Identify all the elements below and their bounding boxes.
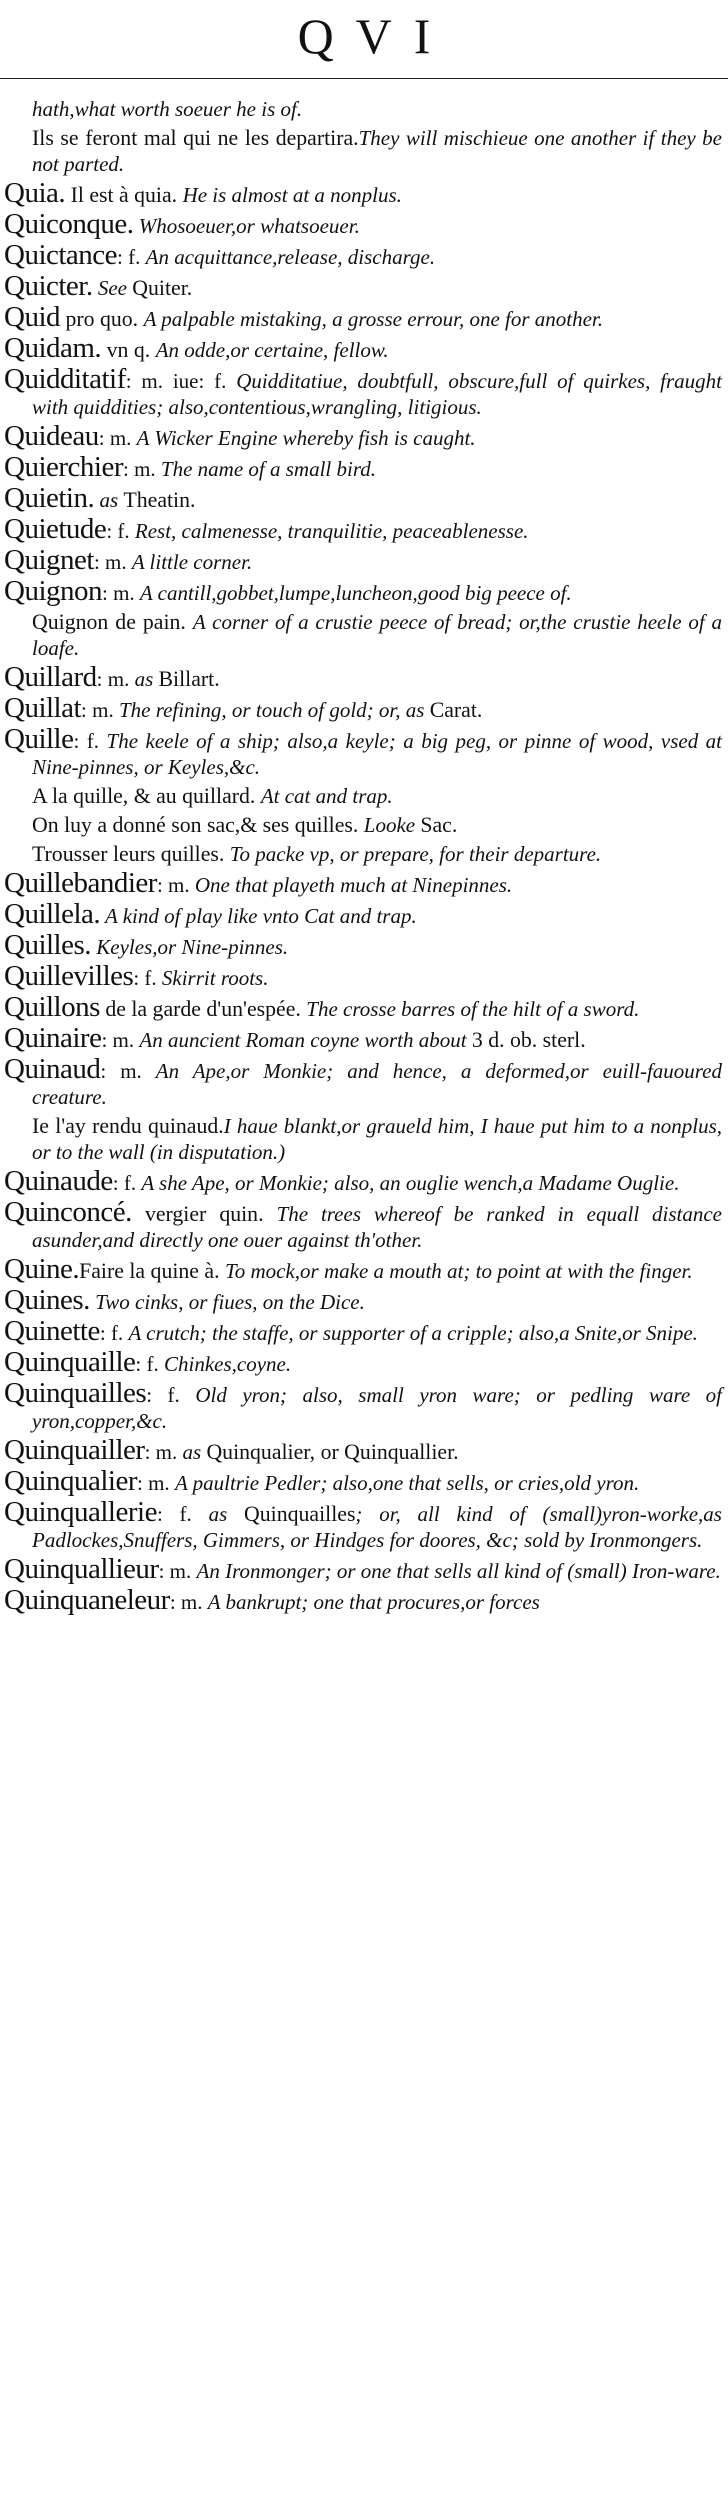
french-text: Quignon de pain. <box>32 610 193 634</box>
dictionary-entry <box>4 544 722 576</box>
dictionary-entry <box>4 960 722 992</box>
english-gloss: Whosoeuer,or whatsoeuer. <box>133 214 360 238</box>
headword: Quietin. <box>4 482 95 514</box>
sub-entry <box>4 812 722 838</box>
english-gloss: An Ironmonger; or one that sells all kind of (small) Iron-ware. <box>196 1559 721 1583</box>
grammar-label: : m. iue: f. <box>125 369 237 393</box>
english-gloss: as <box>208 1502 245 1526</box>
headword: Quidditatif <box>4 363 126 395</box>
headword: Quinquaneleur <box>4 1584 170 1616</box>
dictionary-entry <box>4 177 722 209</box>
entry-list <box>4 96 722 1618</box>
grammar-label: : f. <box>73 729 107 753</box>
english-gloss: I haue blankt,or graueld him, I haue put him to a nonplus, or to the wall (in disputation.) <box>32 1114 723 1164</box>
dictionary-entry <box>4 301 722 333</box>
french-text: Ie l'ay rendu quinaud. <box>32 1114 224 1138</box>
english-gloss: A bankrupt; one that procures,or forces <box>207 1590 540 1614</box>
english-gloss: The trees whereof be ranked in equall distance asunder,and directly one ouer against th'other. <box>32 1202 723 1252</box>
english-gloss: A kind of play like vnto Cat and trap. <box>100 904 417 928</box>
french-text: Il est à quia. <box>65 183 183 207</box>
headword: Quillevilles <box>4 960 134 992</box>
dictionary-entry <box>4 1584 722 1616</box>
dictionary-entry <box>4 1284 722 1316</box>
headword: Quierchier <box>4 451 123 483</box>
grammar-label: : f. <box>135 1352 164 1376</box>
dictionary-entry <box>4 513 722 545</box>
headword: Quinquailler <box>4 1434 145 1466</box>
headword: Quines. <box>4 1284 90 1316</box>
dictionary-entry <box>4 898 722 930</box>
english-gloss: A paultrie Pedler; also,one that sells, or cries,old yron. <box>174 1471 640 1495</box>
english-gloss: Looke <box>363 813 421 837</box>
french-text: pro quo. <box>60 307 144 331</box>
headword: Quinquailles <box>4 1377 147 1409</box>
dictionary-entry <box>4 692 722 724</box>
headword: Quignet <box>4 544 94 576</box>
grammar-label: : f. <box>106 519 135 543</box>
english-gloss: Keyles,or Nine-pinnes. <box>91 935 289 959</box>
french-text: 3 d. ob. sterl. <box>471 1028 586 1052</box>
headword: Quinaude <box>4 1165 113 1197</box>
english-gloss: Two cinks, or fiues, on the Dice. <box>89 1290 365 1314</box>
grammar-label: : f. <box>156 1502 209 1526</box>
english-gloss: An auncient Roman coyne worth about <box>139 1028 472 1052</box>
headword: Quideau <box>4 420 99 452</box>
english-gloss: A crutch; the staffe, or supporter of a cripple; also,a Snite,or Snipe. <box>128 1321 698 1345</box>
english-gloss: A palpable mistaking, a grosse errour, one for another. <box>143 307 604 331</box>
english-gloss: One that playeth much at Ninepinnes. <box>194 873 513 897</box>
french-text: vn q. <box>101 338 156 362</box>
dictionary-entry <box>4 1496 722 1553</box>
dictionary-entry <box>4 239 722 271</box>
dictionary-entry <box>4 451 722 483</box>
english-gloss: Rest, calmenesse, tranquilitie, peaceablenesse. <box>134 519 529 543</box>
dictionary-entry <box>4 1465 722 1497</box>
dictionary-entry <box>4 1053 723 1110</box>
headword: Quinquallieur <box>4 1553 159 1585</box>
english-gloss: The crosse barres of the hilt of a sword. <box>306 997 640 1021</box>
headword: Quille <box>4 723 74 755</box>
sub-entry <box>4 841 722 867</box>
english-gloss: A little corner. <box>131 550 253 574</box>
headword: Quicter. <box>4 270 93 302</box>
english-gloss: A cantill,gobbet,lumpe,luncheon,good big peece of. <box>139 581 572 605</box>
grammar-label: : f. <box>133 966 162 990</box>
english-gloss: An Ape,or Monkie; and hence, a deformed,or euill-fauoured creature. <box>32 1059 723 1109</box>
french-text: de la garde d'un'espée. <box>99 997 307 1021</box>
sub-entry <box>4 1113 722 1165</box>
grammar-label: : m. <box>100 1059 156 1083</box>
grammar-label: : m. <box>137 1471 175 1495</box>
dictionary-entry <box>4 1022 722 1054</box>
dictionary-entry <box>4 420 722 452</box>
english-gloss: An odde,or certaine, fellow. <box>155 338 389 362</box>
dictionary-entry <box>4 575 722 607</box>
headword: Quinqualier <box>4 1465 138 1497</box>
english-gloss: hath,what worth soeuer he is of. <box>32 97 303 121</box>
english-gloss: Skirrit roots. <box>161 966 269 990</box>
grammar-label: : m. <box>158 1559 197 1583</box>
dictionary-entry <box>4 991 722 1023</box>
english-gloss: They will mischieue one another if they be not parted. <box>32 126 722 176</box>
english-gloss: A she Ape, or Monkie; also, an ouglie wench,a Madame Ouglie. <box>141 1171 680 1195</box>
headword: Quinquallerie <box>4 1496 157 1528</box>
dictionary-entry <box>4 1377 723 1434</box>
english-gloss: The name of a small bird. <box>160 457 376 481</box>
running-head: QVI <box>297 8 453 64</box>
sub-entry <box>4 609 722 661</box>
cross-reference: Theatin. <box>123 488 196 512</box>
grammar-label: : m. <box>98 426 137 450</box>
english-gloss: To packe vp, or prepare, for their departure. <box>229 842 602 866</box>
grammar-label: : f. <box>99 1321 129 1345</box>
grammar-label: : m. <box>101 1028 140 1052</box>
headword: Quine. <box>4 1253 80 1285</box>
english-gloss: as <box>134 667 159 691</box>
grammar-label: : f. <box>117 245 146 269</box>
grammar-label: : m. <box>169 1590 208 1614</box>
grammar-label: : m. <box>93 550 132 574</box>
headword: Quid <box>4 301 60 333</box>
sub-entry <box>4 783 722 809</box>
english-gloss: At cat and trap. <box>260 784 393 808</box>
english-gloss: A corner of a crustie peece of bread; or,the crustie heele of a loafe. <box>32 610 722 660</box>
cross-reference: Quinqualier, or Quinquallier. <box>206 1440 459 1464</box>
grammar-label: : m. <box>156 873 195 897</box>
grammar-label: : m. <box>144 1440 183 1464</box>
english-gloss: as <box>182 1440 207 1464</box>
grammar-label: : m. <box>102 581 140 605</box>
cross-reference: Billart. <box>158 667 220 691</box>
french-text: Faire la quine à. <box>79 1259 225 1283</box>
dictionary-entry <box>4 723 723 780</box>
headword: Quilles. <box>4 929 92 961</box>
dictionary-entry <box>4 661 722 693</box>
english-gloss: Old yron; also, small yron ware; or pedling ware of yron,copper,&c. <box>32 1383 723 1433</box>
sub-entry <box>4 125 722 177</box>
headword: Quinconcé. <box>4 1196 132 1228</box>
headword: Quillat <box>4 692 82 724</box>
grammar-label: : f. <box>112 1171 142 1195</box>
french-text: A la quille, & au quillard. <box>32 784 261 808</box>
headword: Quinquaille <box>4 1346 136 1378</box>
english-gloss: He is almost at a nonplus. <box>182 183 402 207</box>
headword: Quillebandier <box>4 867 157 899</box>
cross-reference: Carat. <box>429 698 483 722</box>
english-gloss: The keele of a ship; also,a keyle; a big peg, or pinne of wood, vsed at Nine-pinnes, or Keyles,&c. <box>32 729 723 779</box>
headword: Quictance <box>4 239 118 271</box>
dictionary-entry <box>4 1165 722 1197</box>
english-gloss: ; or, all kind of (small)yron-worke,as Padlockes,Snuffers, Gimmers, or Hindges for doores, &c; sold by Ironmongers. <box>32 1502 722 1552</box>
dictionary-entry <box>4 1553 722 1585</box>
dictionary-entry <box>4 208 722 240</box>
headword: Quietude <box>4 513 107 545</box>
headword: Quillard <box>4 661 97 693</box>
english-gloss: Chinkes,coyne. <box>164 1352 292 1376</box>
dictionary-entry <box>4 1434 722 1466</box>
french-text: Ils se feront mal qui ne les departira. <box>32 126 359 150</box>
headword: Quillons <box>4 991 100 1023</box>
english-gloss: Quidditatiue, doubtfull, obscure,full of quirkes, fraught with quiddities; also,contentious,wrangling, litigious. <box>32 369 722 419</box>
headword: Quiconque. <box>4 208 134 240</box>
dictionary-entry <box>4 1196 723 1253</box>
french-text: On luy a donné son sac,& ses quilles. <box>32 813 364 837</box>
english-gloss: An acquittance,release, discharge. <box>145 245 436 269</box>
headword: Quignon <box>4 575 102 607</box>
english-gloss: as <box>94 488 124 512</box>
english-gloss: A Wicker Engine whereby fish is caught. <box>136 426 476 450</box>
grammar-label: : m. <box>81 698 119 722</box>
cross-reference: Quiter. <box>132 276 193 300</box>
french-text: vergier quin. <box>131 1202 277 1226</box>
dictionary-entry <box>4 867 722 899</box>
headword: Quidam. <box>4 332 102 364</box>
dictionary-entry <box>4 363 722 420</box>
headword: Quia. <box>4 177 66 209</box>
dictionary-entry <box>4 96 722 122</box>
cross-reference: Quinquailles <box>244 1502 356 1526</box>
grammar-label: : f. <box>146 1383 196 1407</box>
dictionary-entry <box>4 1253 722 1285</box>
headword: Quinaud <box>4 1053 101 1085</box>
dictionary-entry <box>4 929 722 961</box>
english-gloss: See <box>92 276 133 300</box>
english-gloss: To mock,or make a mouth at; to point at with the finger. <box>225 1259 693 1283</box>
dictionary-entry <box>4 270 722 302</box>
english-gloss: The refining, or touch of gold; or, as <box>118 698 430 722</box>
header-rule <box>0 78 728 79</box>
dictionary-entry <box>4 332 722 364</box>
grammar-label: : m. <box>123 457 161 481</box>
dictionary-entry <box>4 482 722 514</box>
headword: Quinaire <box>4 1022 102 1054</box>
dictionary-entry <box>4 1346 722 1378</box>
cross-reference: Sac. <box>420 813 458 837</box>
french-text: Trousser leurs quilles. <box>32 842 230 866</box>
headword: Quillela. <box>4 898 101 930</box>
dictionary-entry <box>4 1315 722 1347</box>
headword: Quinette <box>4 1315 100 1347</box>
grammar-label: : m. <box>96 667 135 691</box>
